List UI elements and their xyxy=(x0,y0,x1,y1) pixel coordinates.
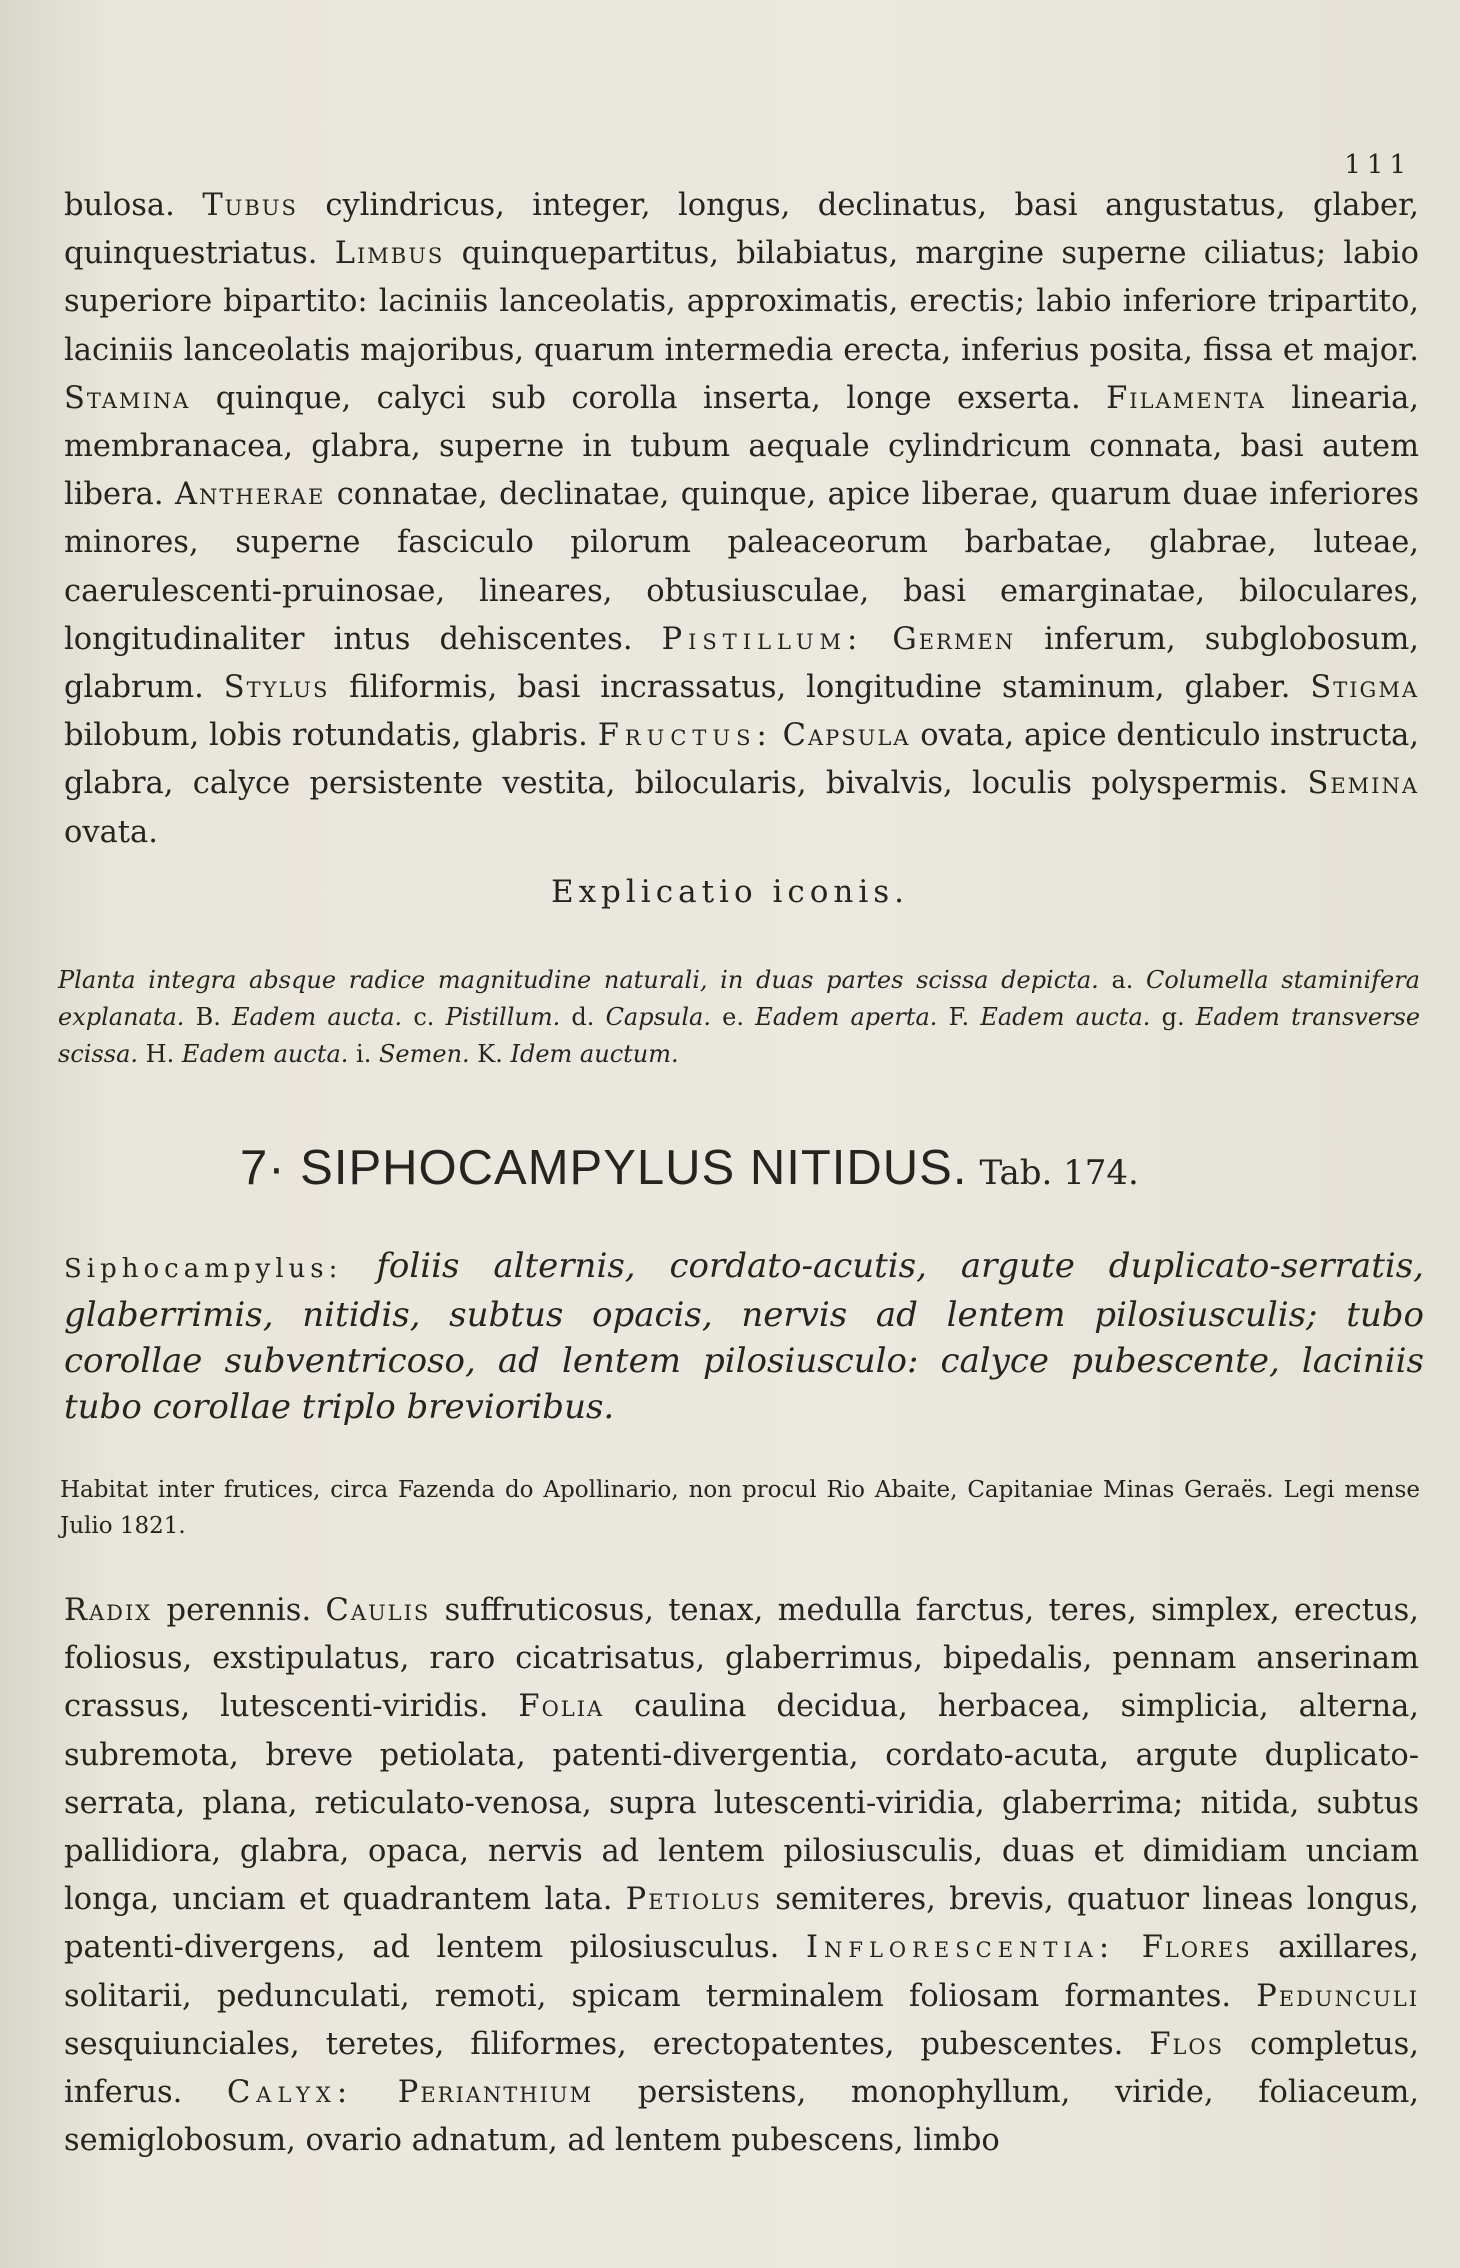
legend-run: Eadem aucta. xyxy=(220,1003,414,1031)
description-part2-run: Petiolus xyxy=(625,1882,762,1918)
description-part1-run: ovata. xyxy=(64,814,158,850)
description-part1-run: Tubus xyxy=(202,188,298,223)
description-part1-run: Semina xyxy=(1307,766,1419,802)
legend-run: K. xyxy=(477,1040,503,1068)
legend-run: Eadem aucta. xyxy=(969,1003,1162,1031)
description-part1-run: connatae, declinatae, quinque, apice liberae, quarum duae inferiores minores, superne fasciculo pilorum paleaceorum barbatae, glabrae, luteae, caerulescenti-pruinosae, lineares, obtusiusculae, basi emarginatae, biloculares, longitudinaliter intus dehiscentes. xyxy=(64,477,1419,657)
description-part2-run: persistens, monophyllum, viride, foliaceum, semiglobosum, ovario adnatum, ad lentem pubescens, limbo xyxy=(64,2075,1419,2159)
description-part2-run xyxy=(1115,1930,1142,1965)
description-part2-run: completus, inferus. xyxy=(64,2026,1420,2111)
legend-run: Idem auctum. xyxy=(502,1040,679,1068)
description-part1-run: cylindricus, integer, longus, declinatus, basi angustatus, glaber, quinquestriatus. xyxy=(64,188,1419,272)
habitat-note: Habitat inter frutices, circa Fazenda do Apollinario, non procul Rio Abaite, Capitaniae Minas Geraës. Legi mense Julio 1821. xyxy=(60,1477,1420,1539)
description-part1-run: quinquepartitus, bilabiatus, margine superne ciliatus; labio superiore bipartito: laciniis lanceolatis, approximatis, erectis; labio inferiore tripartito, laciniis lanceolatis majoribus, quarum intermedia erecta, inferius posita, fissa et major. xyxy=(64,236,1419,368)
legend-run: Columella staminifera explanata. xyxy=(58,966,1420,1031)
legend-run: d. xyxy=(571,1003,595,1031)
legend-run: H. xyxy=(145,1040,175,1068)
description-part2-run: Pedunculi xyxy=(1256,1978,1419,2014)
description-part2-run: Caulis xyxy=(325,1593,431,1628)
description-part2-run: Calyx: xyxy=(226,2075,354,2111)
description-part1-run: ovata, apice denticulo instructa, glabra, calyce persistente vestita, bilocularis, bivalvis, loculis polyspermis. xyxy=(64,718,1419,802)
legend-run: Eadem aucta. xyxy=(174,1040,357,1068)
description-part1-run: filiformis, basi incrassatus, longitudine staminum, glaber. xyxy=(329,670,1311,706)
description-part2-run: perennis. xyxy=(152,1593,326,1628)
description-part1-run: Stylus xyxy=(223,670,330,706)
description-part1-run: Capsula xyxy=(782,718,911,754)
description-part1-run: linearia, membranacea, glabra, superne in tubum aequale cylindricum connata, basi autem libera. xyxy=(64,380,1420,513)
description-part2-run: suffruticosus, tenax, medulla farctus, teres, simplex, erectus, foliosus, exstipulatus, raro cicatrisatus, glaberrimus, bipedalis, pennam anserinam crassus, lutescenti-viridis. xyxy=(64,1593,1419,1725)
description-part1-run: Pistillum: xyxy=(661,621,864,657)
description-part1-run: Antherae xyxy=(174,477,326,513)
legend-run: Eadem transverse scissa. xyxy=(58,1003,1421,1068)
description-part1-run: inferum, subglobosum, glabrum. xyxy=(64,621,1419,706)
description-part1-run: Filamenta xyxy=(1106,380,1266,416)
description-part2-run: Perianthium xyxy=(397,2075,594,2111)
legend-run: c. xyxy=(413,1003,435,1031)
description-part1-run: Limbus xyxy=(334,236,445,272)
legend-run: F. xyxy=(948,1003,970,1031)
legend-run: Planta integra absque radice magnitudine naturali, in duas partes scissa depicta. xyxy=(58,966,1112,994)
description-part2-run: caulina decidua, herbacea, simplicia, alterna, subremota, breve petiolata, patenti-divergentia, cordato-acuta, argute duplicato-serrata, plana, reticulato-venosa, supra lutescenti-viridia, glaberrima; nitida, subtus pallidiora, glabra, opaca, nervis ad lentem pilosiusculis, duas et dimidiam unciam longa, unciam et quadrantem lata. xyxy=(64,1689,1419,1918)
description-part1-run xyxy=(773,718,783,753)
description-part2-run: Flores xyxy=(1141,1930,1252,1966)
legend-run: Semen. xyxy=(371,1040,478,1068)
legend-run: a. xyxy=(1111,966,1134,994)
description-part1-run: bilobum, lobis rotundatis, glabris. xyxy=(64,718,598,754)
legend-run: Pistillum. xyxy=(434,1003,572,1031)
description-part2-run: Inflorescentia: xyxy=(805,1930,1116,1966)
description-part2-run: sesquiunciales, teretes, filiformes, erectopatentes, pubescentes. xyxy=(64,2026,1150,2062)
description-part1-run: Germen xyxy=(892,621,1016,657)
legend-run: i. xyxy=(356,1040,372,1068)
legend-run: B. xyxy=(195,1003,221,1031)
species-heading xyxy=(240,1140,1340,1196)
description-paragraph-2 xyxy=(64,1587,1419,2165)
page-number: 111 xyxy=(1344,150,1412,180)
description-part1-run: Stigma xyxy=(1310,670,1419,706)
figure-legend xyxy=(58,962,1420,1073)
explicatio-title: Explicatio iconis. xyxy=(550,874,910,910)
description-part1-run xyxy=(863,622,892,657)
description-part2-run: Folia xyxy=(518,1689,605,1725)
description-part1-run: Fructus: xyxy=(597,718,773,754)
description-paragraph-1 xyxy=(64,182,1419,857)
description-part2-run: axillares, solitarii, pedunculati, remoti, spicam terminalem foliosam formantes. xyxy=(64,1930,1419,2014)
diagnosis-genus: Siphocampylus: xyxy=(64,1254,343,1284)
description-part1-run: quinque, calyci sub corolla inserta, longe exserta. xyxy=(190,380,1107,416)
plate-reference: Tab. 174. xyxy=(979,1153,1139,1193)
description-part1-run: bulosa. xyxy=(64,188,203,223)
legend-run: e. xyxy=(722,1003,745,1031)
legend-run: Capsula. xyxy=(594,1003,723,1031)
description-part2-run xyxy=(353,2075,398,2110)
description-part2-run: semiteres, brevis, quatuor lineas longus, patenti-divergens, ad lentem pilosiusculus. xyxy=(64,1882,1419,1966)
legend-run: g. xyxy=(1161,1003,1185,1031)
description-part2-run: Flos xyxy=(1149,2026,1225,2062)
description-part2-run: Radix xyxy=(64,1593,153,1628)
species-name: 7· SIPHOCAMPYLUS NITIDUS. xyxy=(240,1141,968,1195)
description-part1-run: Stamina xyxy=(64,380,191,416)
legend-run: Eadem aperta. xyxy=(744,1003,949,1031)
diagnosis-text: foliis alternis, cordato-acutis, argute duplicato-serratis, glaberrimis, nitidis, subtus opacis, nervis ad lentem pilosiusculis; tubo corollae subventricoso, ad lentem pilosiusculo: calyce pubescente, laciniis tubo corollae triplo brevioribus. xyxy=(64,1246,1424,1427)
diagnosis xyxy=(64,1243,1424,1430)
